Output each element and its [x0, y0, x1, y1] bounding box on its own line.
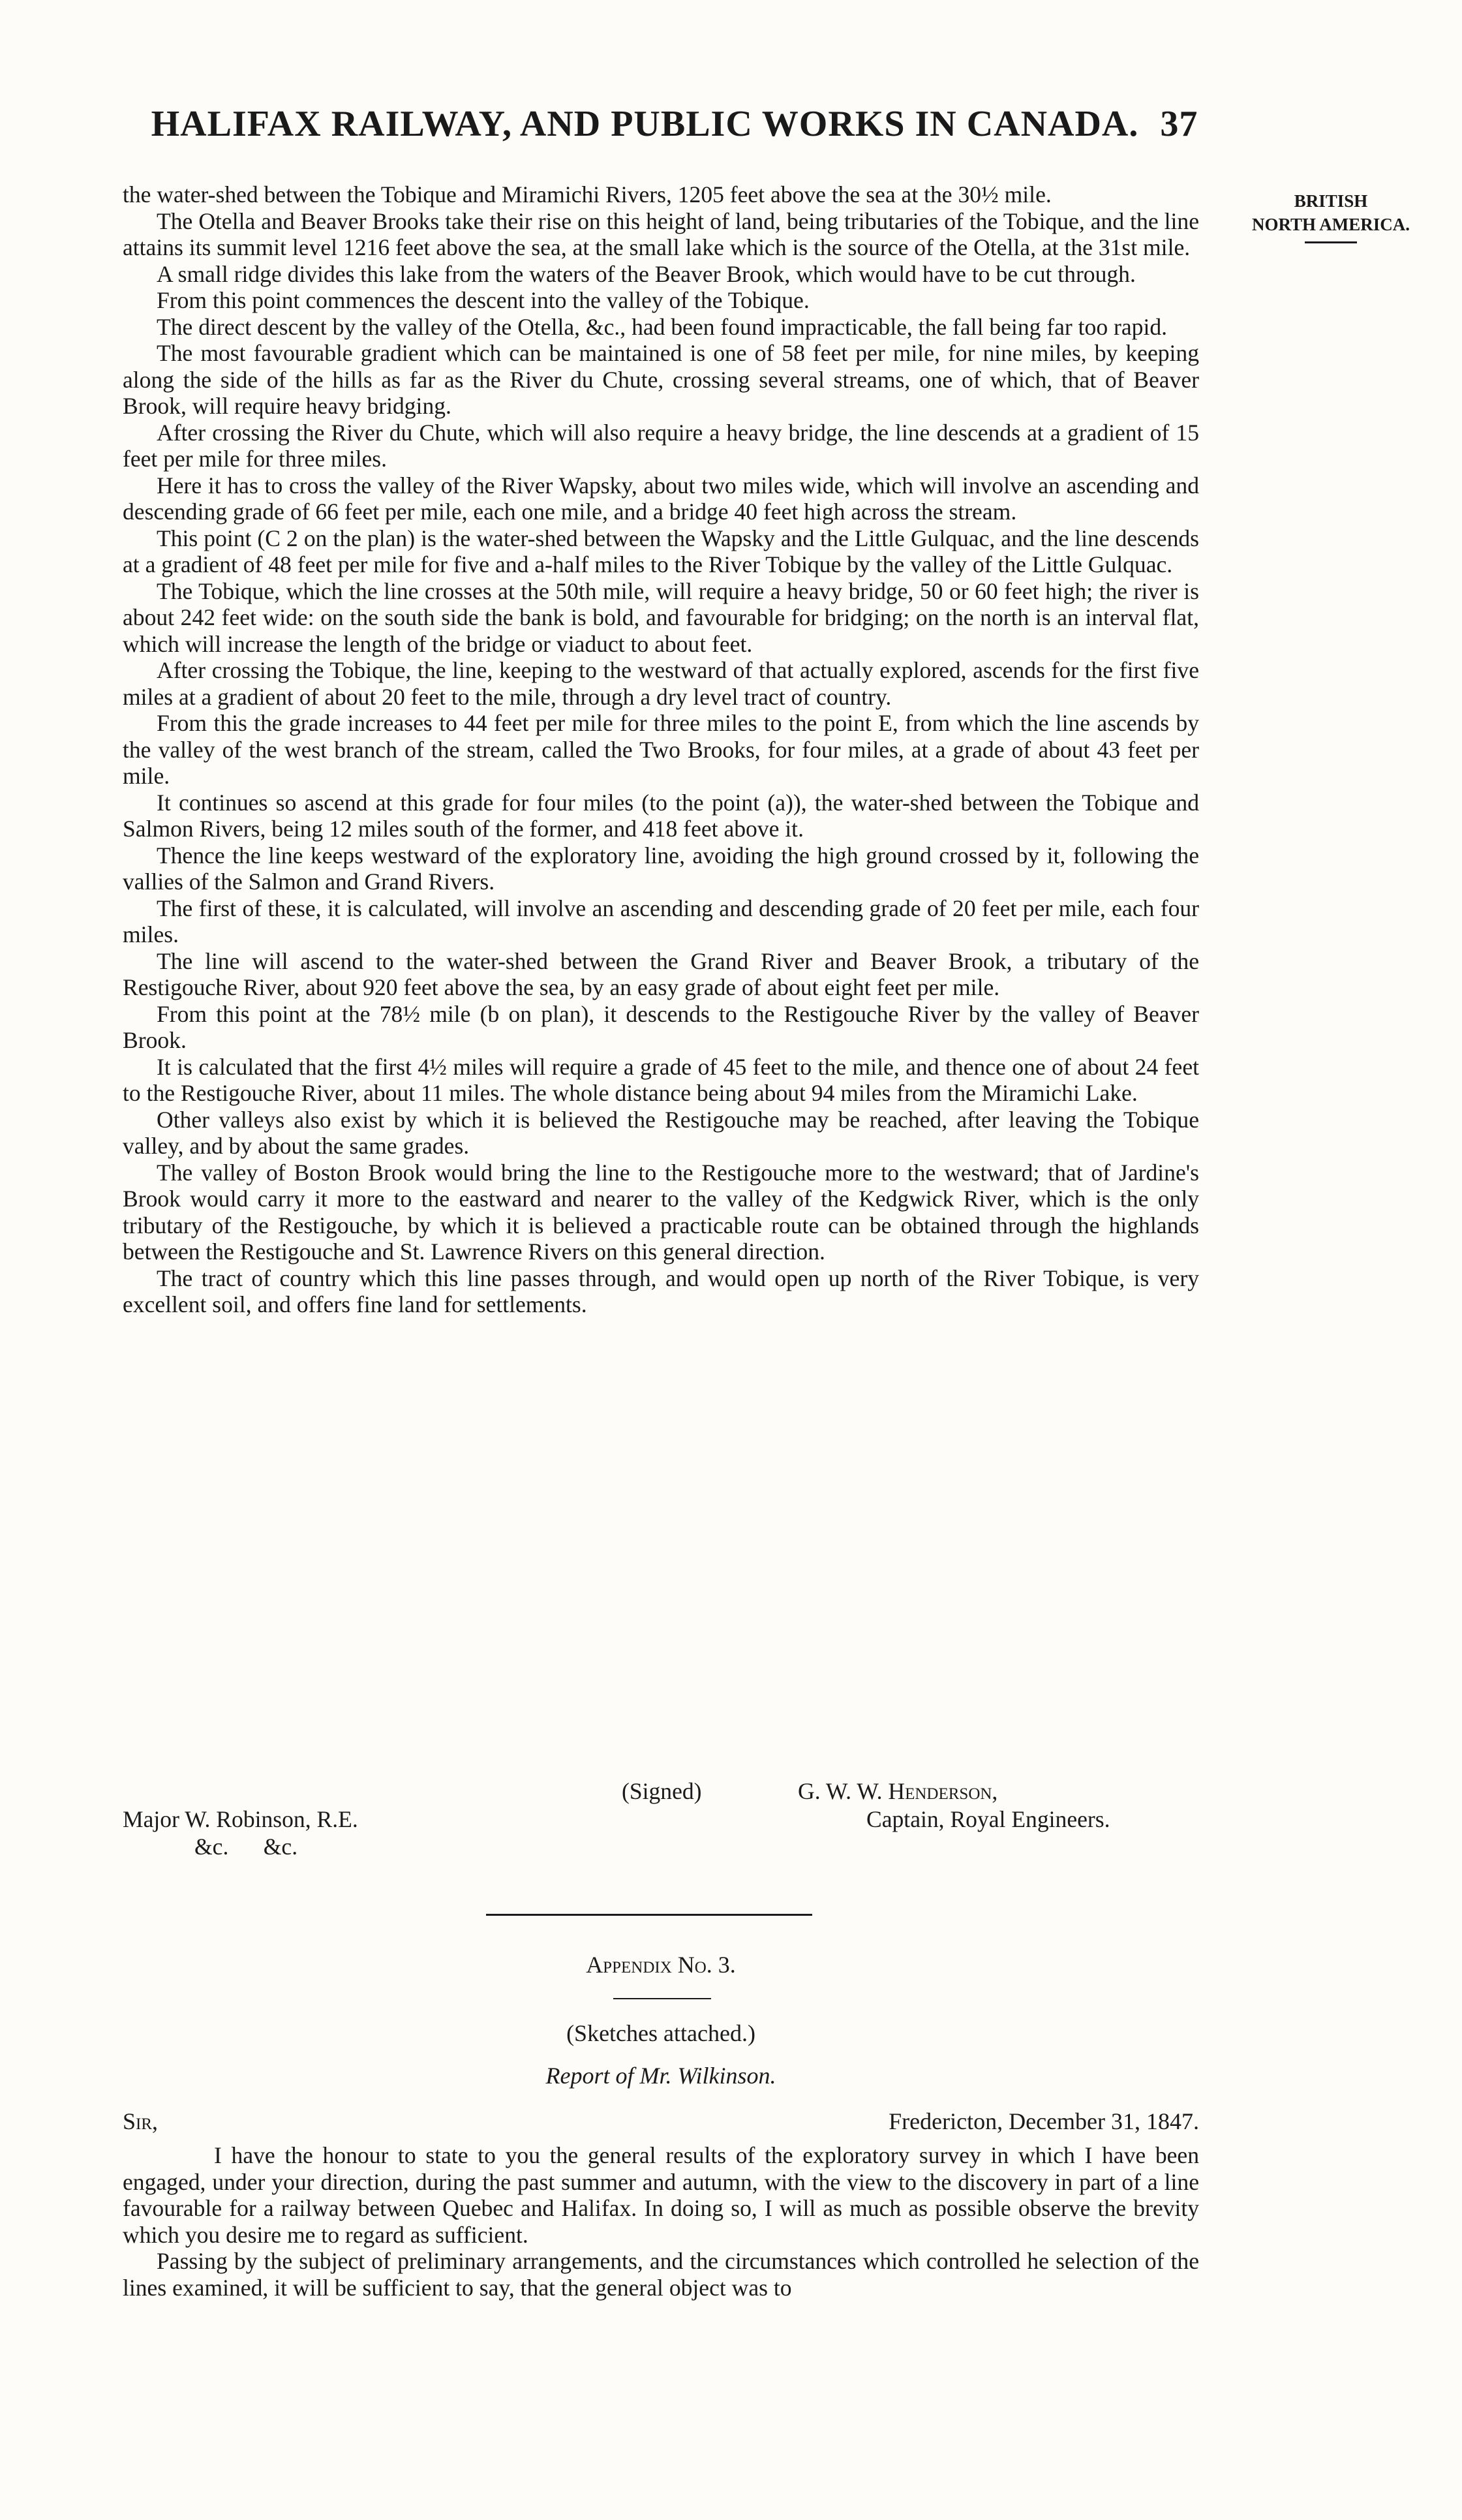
margin-note-line2: NORTH AMERICA.	[1251, 215, 1410, 234]
place-date: Fredericton, December 31, 1847.	[889, 2108, 1199, 2134]
paragraph: The line will ascend to the water-shed between the Grand River and Beaver Brook, a tributary of the Restigouche River, about 920 feet above the sea, by an easy grade of about eight feet per mile.	[123, 947, 1199, 1000]
paragraph: Other valleys also exist by which it is believed the Restigouche may be reached, after leaving the Tobique valley, and by about the same grades.	[123, 1106, 1199, 1159]
signatory-title: Captain, Royal Engineers.	[866, 1806, 1110, 1832]
letter-paragraph: I have the honour to state to you the general results of the exploratory survey in which I have been engaged, under your direction, during the past summer and autumn, with the view to the discovery in part of a line favourable for a railway between Quebec and Halifax. In doing so, I will as much as possible observe the brevity which you desire me to regard as sufficient.	[123, 2142, 1199, 2248]
salutation: Sir,	[123, 2108, 159, 2134]
margin-note	[1230, 189, 1432, 243]
paragraph: The first of these, it is calculated, will involve an ascending and descending grade of 20 feet per mile, each four miles.	[123, 895, 1199, 947]
paragraph: It is calculated that the first 4½ miles will require a grade of 45 feet to the mile, and thence one of about 24 feet to the Restigouche River, about 11 miles. The whole distance being about 94 miles from the Miramichi Lake.	[123, 1053, 1199, 1106]
paragraph: After crossing the River du Chute, which will also require a heavy bridge, the line descends at a gradient of 15 feet per mile for three miles.	[123, 419, 1199, 472]
paragraph: The Tobique, which the line crosses at the 50th mile, will require a heavy bridge, 50 or 60 feet high; the river is about 242 feet wide: on the south side the bank is bold, and favourable for bridging; on the north is an interval flat, which will increase the length of the bridge or viaduct to about feet.	[123, 577, 1199, 657]
addressee: Major W. Robinson, R.E.	[123, 1806, 358, 1832]
page-header	[140, 103, 1210, 145]
letter-body	[123, 2142, 1199, 2301]
paragraph: The Otella and Beaver Brooks take their rise on this height of land, being tributaries of the Tobique, and the line attains its summit level 1216 feet above the sea, at the small lake which is the source of the Otella, at the 31st mile.	[123, 207, 1199, 260]
paragraph: From this point at the 78½ mile (b on plan), it descends to the Restigouche River by the valley of Beaver Brook.	[123, 1000, 1199, 1053]
paragraph: The most favourable gradient which can be maintained is one of 58 feet per mile, for nine miles, by keeping along the side of the hills as far as the River du Chute, crossing several streams, one of which, that of Beaver Brook, will require heavy bridging.	[123, 340, 1199, 419]
letter-paragraph: Passing by the subject of preliminary arrangements, and the circumstances which controlled he selection of the lines examined, it will be sufficient to say, that the general object was to	[123, 2248, 1199, 2301]
paragraph: Here it has to cross the valley of the River Wapsky, about two miles wide, which will involve an ascending and descending grade of 66 feet per mile, each one mile, and a bridge 40 feet high across the stream.	[123, 472, 1199, 525]
heading-rule	[613, 1998, 711, 1999]
report-body	[123, 181, 1199, 1318]
running-title: HALIFAX RAILWAY, AND PUBLIC WORKS IN CANADA.	[151, 104, 1139, 144]
paragraph: It continues so ascend at this grade for four miles (to the point (a)), the water-shed between the Tobique and Salmon Rivers, being 12 miles south of the former, and 418 feet above it.	[123, 789, 1199, 842]
margin-note-rule	[1305, 241, 1357, 243]
paragraph: This point (C 2 on the plan) is the water-shed between the Wapsky and the Little Gulquac, and the line descends at a gradient of 48 feet per mile for five and a-half miles to the River Tobique by the valley of the Little Gulquac.	[123, 525, 1199, 577]
paragraph: A small ridge divides this lake from the waters of the Beaver Brook, which would have to be cut through.	[157, 260, 1136, 287]
etc-text: &c. &c.	[194, 1834, 298, 1860]
letter-header	[123, 2108, 1199, 2135]
section-rule	[486, 1914, 812, 1916]
paragraph: the water-shed between the Tobique and Miramichi Rivers, 1205 feet above the sea at the 30½ mile.	[123, 181, 1052, 207]
paragraph: The valley of Boston Brook would bring the line to the Restigouche more to the westward; that of Jardine's Brook would carry it more to the eastward and nearer to the valley of the Kedgwick River, which is the only tributary of the Restigouche, by which it is believed a practicable route can be obtained through the highlands between the Restigouche and St. Lawrence Rivers on this general direction.	[123, 1159, 1199, 1265]
page-number: 37	[1160, 104, 1198, 144]
signatory-name: G. W. W. Henderson,	[798, 1778, 998, 1804]
paragraph: The tract of country which this line passes through, and would open up north of the River Tobique, is very excellent soil, and offers fine land for settlements.	[123, 1265, 1199, 1317]
paragraph: Thence the line keeps westward of the exploratory line, avoiding the high ground crossed by it, following the vallies of the Salmon and Grand Rivers.	[123, 842, 1199, 895]
paragraph: The direct descent by the valley of the Otella, &c., had been found impracticable, the fall being far too rapid.	[157, 313, 1168, 340]
signed-label: (Signed)	[622, 1778, 702, 1804]
paragraph: From this point commences the descent into the valley of the Tobique.	[157, 287, 810, 313]
report-title: Report of Mr. Wilkinson.	[545, 2063, 776, 2089]
paragraph: From this the grade increases to 44 feet per mile for three miles to the point E, from which the line ascends by the valley of the west branch of the stream, called the Two Brooks, for four miles, at a grade of about 43 feet per mile.	[123, 710, 1199, 789]
margin-note-line1: BRITISH	[1294, 191, 1368, 211]
sketches-note: (Sketches attached.)	[566, 2020, 755, 2046]
appendix-heading: Appendix No. 3.	[586, 1952, 736, 1978]
paragraph: After crossing the Tobique, the line, keeping to the westward of that actually explored, ascends for the first five miles at a gradient of about 20 feet to the mile, through a dry level tract of country.	[123, 657, 1199, 710]
